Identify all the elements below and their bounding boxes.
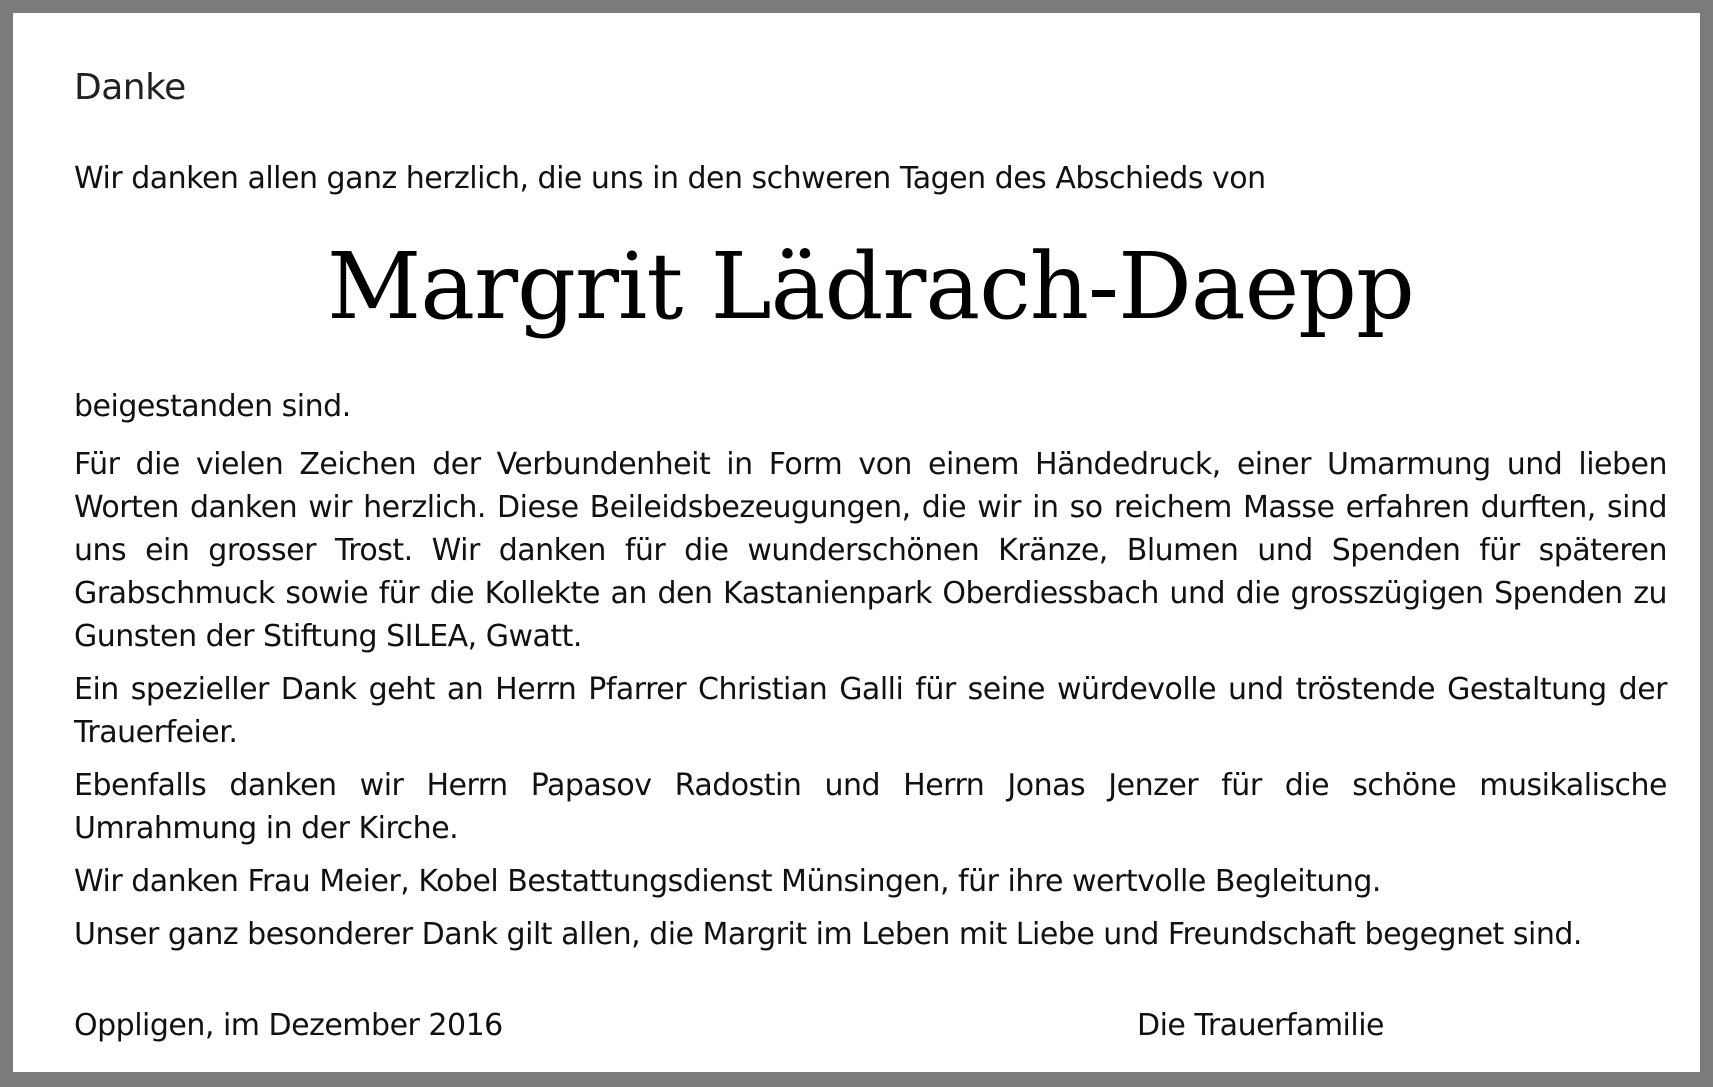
paragraph-thanks-funeral-service: Wir danken Frau Meier, Kobel Bestattungsdienst Münsingen, für ihre wertvolle Begleitung. [74,864,1381,899]
notice-heading: Danke [74,67,186,108]
paragraph-thanks-all: Unser ganz besonderer Dank gilt allen, die Margrit im Leben mit Liebe und Freundschaft begegnet sind. [74,917,1582,952]
paragraph-thanks-music: Ebenfalls danken wir Herrn Papasov Radostin und Herrn Jonas Jenzer für die schöne musikalische Umrahmung in der Kirche. [74,768,1667,846]
intro-text: Wir danken allen ganz herzlich, die uns in den schweren Tagen des Abschieds von [74,161,1266,196]
paragraph-thanks-pastor: Ein spezieller Dank geht an Herrn Pfarrer Christian Galli für seine würdevolle und tröstende Gestaltung der Trauerfeier. [74,672,1667,750]
after-name-text: beigestanden sind. [74,389,351,424]
notice-footer [74,1006,1667,1046]
place-date: Oppligen, im Dezember 2016 [74,1008,503,1043]
signature: Die Trauerfamilie [1137,1008,1384,1043]
paragraph-thanks-condolences: Für die vielen Zeichen der Verbundenheit in Form von einem Händedruck, einer Umarmung und lieben Worten danken wir herzlich. Diese Beileidsbezeugungen, die wir in so reichem Masse erfahren durften, sind uns ein grosser Trost. Wir danken für die wunderschönen Kränze, Blumen und Spenden für späteren Grabschmuck sowie für die Kollekte an den Kastanienpark Oberdiessbach und die grosszügigen Spenden zu Gunsten der Stiftung SILEA, Gwatt. [74,447,1667,654]
notice-body [74,443,1667,966]
deceased-name: Margrit Lädrach-Daepp [327,233,1414,340]
